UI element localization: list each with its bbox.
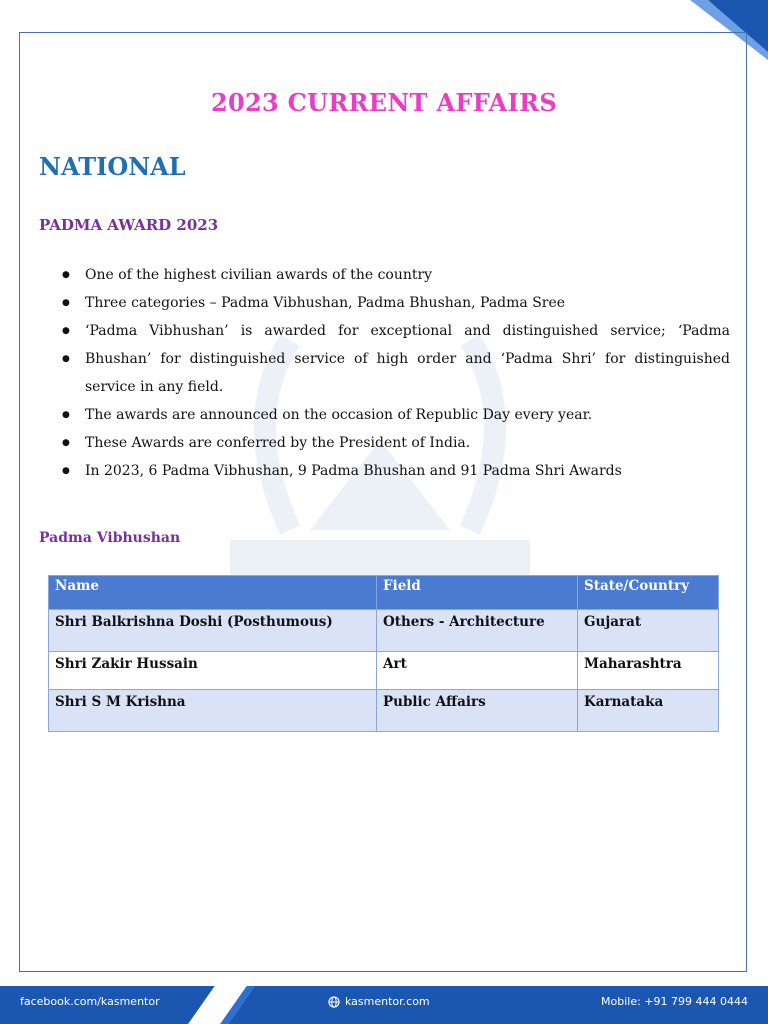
facebook-link[interactable]: facebook.com/kasmentor: [20, 995, 160, 1008]
table-header-row: [49, 576, 719, 610]
column-header-state: State/Country: [578, 576, 719, 610]
list-item: ● These Awards are conferred by the President of India.: [62, 429, 730, 457]
cell-field: Public Affairs: [377, 690, 578, 732]
list-item: ● The awards are announced on the occasion of Republic Day every year.: [62, 401, 730, 429]
cell-name: Shri Balkrishna Doshi (Posthumous): [49, 610, 377, 652]
cell-state: Maharashtra: [578, 652, 719, 690]
mobile-number: Mobile: +91 799 444 0444: [601, 995, 748, 1008]
list-item: ● In 2023, 6 Padma Vibhushan, 9 Padma Bhushan and 91 Padma Shri Awards: [62, 457, 730, 485]
subheading-padma-vibhushan: Padma Vibhushan: [39, 530, 181, 546]
table-row: [49, 690, 719, 732]
awards-table: [48, 575, 719, 732]
cell-field: Others - Architecture: [377, 610, 578, 652]
cell-state: Gujarat: [578, 610, 719, 652]
cell-name: Shri Zakir Hussain: [49, 652, 377, 690]
website-link[interactable]: [328, 995, 430, 1008]
cell-field: Art: [377, 652, 578, 690]
globe-icon: [328, 996, 340, 1008]
table-row: [49, 652, 719, 690]
cell-state: Karnataka: [578, 690, 719, 732]
column-header-field: Field: [377, 576, 578, 610]
column-header-name: Name: [49, 576, 377, 610]
website-text: kasmentor.com: [345, 995, 430, 1008]
list-item: ● Bhushan’ for distinguished service of high order and ‘Padma Shri’ for distinguished service in any field.: [62, 345, 730, 401]
list-item: ● ‘Padma Vibhushan’ is awarded for exceptional and distinguished service; ‘Padma: [62, 317, 730, 345]
list-item: ● One of the highest civilian awards of the country: [62, 261, 730, 289]
cell-name: Shri S M Krishna: [49, 690, 377, 732]
bullet-list: [62, 261, 730, 485]
section-title: NATIONAL: [39, 152, 186, 181]
page-title: 2023 CURRENT AFFAIRS: [211, 88, 557, 117]
subheading-padma-award: PADMA AWARD 2023: [39, 216, 219, 234]
table-row: [49, 610, 719, 652]
list-item: ● Three categories – Padma Vibhushan, Padma Bhushan, Padma Sree: [62, 289, 730, 317]
footer-bar: [0, 986, 768, 1024]
